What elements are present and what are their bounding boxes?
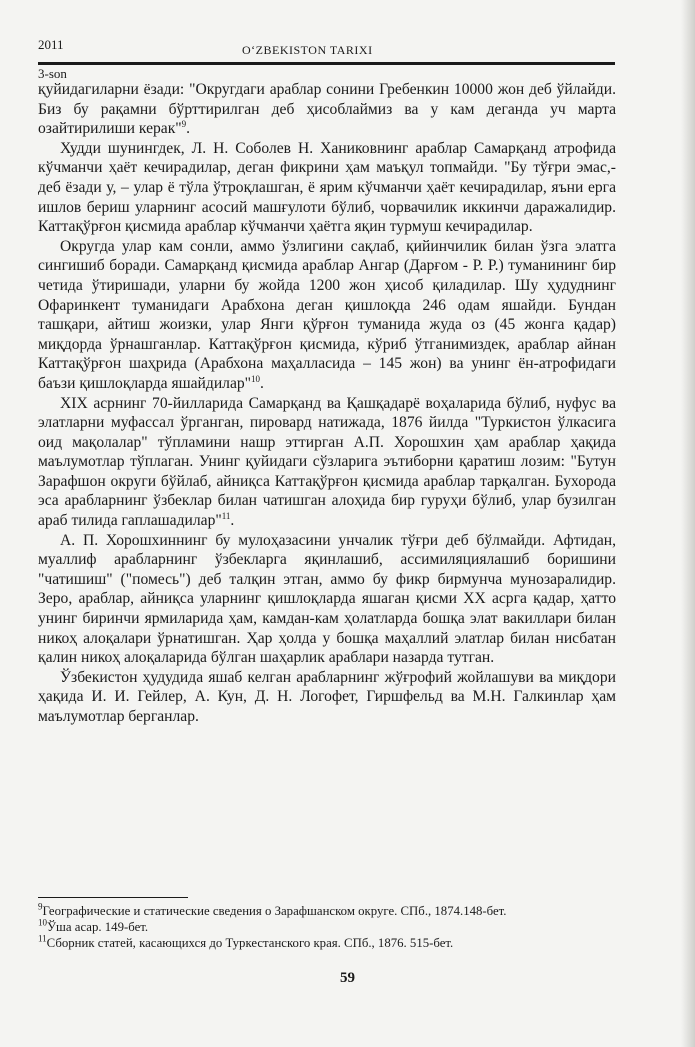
scan-shadow-edge [681,0,695,1047]
footnote-separator [38,897,188,898]
footnote-10: $^{10}$Ўша асар. 149-бет. [38,917,149,934]
header-year: 2011 [38,37,64,52]
paragraph-5: А. П. Хорошхиннинг бу мулоҳазасини унчалик тўғри деб бўлмайди. Афтидан, муаллиф арабларнинг ўзбекларга яқинлашиб, ассимиляциялашиб боришини "чатишиш" ("помесь") деб талқин этган, аммо бу фикр бирмунча мунозаралидир. Зеро, араблар, айниқса уларнинг қишлоқларда яшаган қисми XX асрга қадар, ҳатто унинг биринчи ярмиларида ҳам, камдан-кам ҳолатларда бошқа элат вакиллари билан никоҳ алоқалари ўрнатишган. Ҳар ҳолда у бошқа маҳаллий элатлар билан нисбатан қалин никоҳ алоқаларида бўлган шаҳарлик араблари назарда тутган. [38,531,616,667]
header-issue: 3-son [38,66,67,81]
header-rule [38,62,615,65]
footnote-ref-9: 9 [181,119,187,129]
paragraph-2: Худди шунингдек, Л. Н. Соболев Н. Ханиковнинг араблар Самарқанд атрофида кўчманчи ҳаёт кечирадилар, деган фикрини ҳам маъқул топмайди. "Бу тўғри эмас,- деб ёзади у, – улар ё тўла ўтроқлашган, ё ярим кўчманчи ҳаёт кечирадилар, яъни ерга ишлов бериш уларнинг асосий машғулоти бўлиб, чорвачилик иккинчи даражалидир. Каттақўрғон қисмида араблар кўчманчи ҳаётга яқин турмуш кечирадилар. [38,139,616,236]
footnote-11: $^{11}$Сборник статей, касающихся до Туркестанского края. СПб., 1876. 515-бет. [38,933,454,950]
footnotes [38,903,616,951]
footnote-ref-11: 11 [221,510,231,521]
article-body [38,80,616,727]
header-journal-title: O‘ZBEKISTON TARIXI [242,43,373,57]
footnote-ref-10: 10 [251,373,261,384]
paragraph-6: Ўзбекистон ҳудудида яшаб келган арабларнинг жўғрофий жойлашуви ва миқдори ҳақида И. И. Гейлер, А. Кун, Д. Н. Логофет, Гиршфельд ва М.Н. Галкинлар ҳам маълумотлар берганлар. [38,668,616,725]
footnote-9: $^9$Географические и статические сведения о Зарафшанском округе. СПб., 1874.148-бет. [38,901,507,918]
page-number: 59 [340,970,355,986]
paragraph-4: XIX асрнинг 70-йилларида Самарқанд ва Қашқадарё воҳаларида бўлиб, нуфус ва элатларни муфассал ўрганган, пировард натижада, 1876 йилда "Туркистон ўлкасига оид мақолалар" тўпламини нашр эттирган А.П. Хорошхин ҳам араблар ҳақида маълумотлар тўплаган. Унинг қуйидаги сўзларига эътиборни қаратиш лозим: "Бутун Зарафшон округи бўйлаб, айниқса Каттақўрғон қисмида араблар тарқалган. Бухорода эса арабларнинг ўзбеклар билан чатишган алоҳида бир гуруҳи бўлиб, улар бузилган араб тилида гаплашадилар"$^{11}$. [38,394,616,530]
running-header [38,33,615,65]
paragraph-1: қуйидагиларни ёзади: "Округдаги араблар сонини Гребенкин 10000 жон деб ўйлайди. Биз бу рақамни бўрттирилган деб ҳисоблаймиз ва у кам деганда уч марта озайтирилиши керак"$^9$. [38,81,616,138]
paragraph-3: Округда улар кам сонли, аммо ўзлигини сақлаб, қийинчилик билан ўзга элатга сингишиб боради. Самарқанд қисмида араблар Ангар (Дарғом - Р. Р.) туманининг бир четида ўтиришади, уларни бу жойда 1200 жон ҳисоб қиладилар. Шу ҳудуднинг Офаринкент туманидаги Арабхона деган қишлоқда 246 одам яшайди. Бундан ташқари, айтиш жоизки, улар Янги қўрғон туманида жуда оз (45 жонга қадар) миқдорда ўрнашганлар. Каттақўрғон қисмида, кўриб ўтганимиздек, араблар айнан Каттақўрғон шаҳрида (Арабхона маҳалласида – 145 жон) ва унинг ён-атрофидаги баъзи қишлоқларда яшайдилар"$^{10}$. [38,237,616,392]
